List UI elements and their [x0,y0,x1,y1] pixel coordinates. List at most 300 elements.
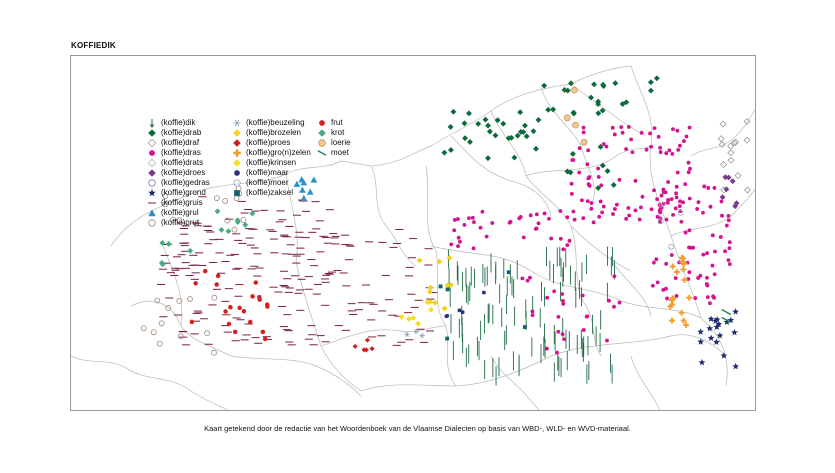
map-marker [586,199,590,203]
map-marker [571,87,577,93]
map-marker [701,253,705,257]
map-marker [678,204,682,208]
legend-label: (koffie)grul [161,208,199,217]
tick-down-icon [147,118,157,128]
map-marker [580,198,584,202]
legend-label: krot [331,128,345,137]
map-marker [565,243,569,247]
map-marker [570,192,574,196]
map-marker [493,132,499,138]
map-marker [558,209,562,213]
diamond-icon [147,128,157,138]
legend-label: (koffie)draf [161,138,200,147]
map-marker [597,175,601,179]
map-marker [582,126,586,130]
diamond-icon [232,128,242,138]
map-marker [428,307,434,313]
map-marker [721,162,727,168]
map-marker [611,212,615,216]
map-marker [404,332,410,337]
dot-icon [147,148,157,158]
diamond-icon [317,128,327,138]
map-marker [735,173,741,179]
region-border [691,106,756,156]
map-marker [613,207,617,211]
map-marker [674,276,678,280]
map-marker [711,233,715,237]
map-marker [697,200,701,204]
map-marker [730,178,736,184]
map-marker [555,351,559,355]
map-marker [453,218,457,222]
map-marker [399,314,405,320]
map-marker [656,280,660,284]
map-marker [651,284,655,288]
map-marker [250,294,254,298]
map-marker [688,126,692,130]
region-border [631,356,661,411]
map-marker [592,220,596,224]
map-marker [605,168,611,174]
map-marker [445,337,449,341]
region-border [671,186,756,236]
map-marker [448,124,454,130]
map-marker [670,264,676,270]
map-marker [439,284,443,288]
map-marker [187,296,192,301]
map-marker [141,326,146,331]
map-marker [702,184,706,188]
map-marker [211,350,216,355]
map-marker [618,178,622,182]
triangle-icon [147,208,157,218]
map-marker [535,227,539,231]
map-marker [406,316,412,322]
map-marker [722,310,731,315]
map-marker [311,176,318,182]
map-marker [674,191,678,195]
diamond-icon [147,168,157,178]
map-marker [487,129,493,135]
map-marker [607,299,611,303]
map-marker [588,95,594,101]
map-marker [299,186,306,192]
map-marker [661,288,665,292]
map-marker [500,121,506,127]
region-border [611,261,651,316]
map-marker [564,115,570,121]
map-marker [472,220,476,224]
map-marker [679,310,685,316]
map-marker [633,208,637,212]
map-marker [720,121,726,127]
map-marker [565,215,569,219]
map-marker [675,195,679,199]
map-marker [687,170,691,174]
legend-label: (koffie)moer [246,178,289,187]
map-marker [713,250,717,254]
dialect-map [71,56,756,411]
map-marker [467,216,471,220]
map-marker [535,212,539,216]
map-marker [611,182,617,188]
map-marker [215,208,221,214]
diamond-icon [232,158,242,168]
map-marker [413,329,419,334]
map-marker [744,137,750,143]
legend-label: (koffie)drab [161,128,202,137]
map-frame [70,55,756,411]
map-marker [591,81,597,87]
map-marker [586,148,590,152]
legend-label: (koffie)dik [161,118,196,127]
map-marker [157,341,162,346]
map-marker [670,152,674,156]
map-marker [681,200,685,204]
map-marker [461,310,465,314]
map-marker [654,257,658,261]
map-marker [511,155,517,161]
map-marker [612,274,616,278]
map-marker [187,248,193,254]
map-marker [676,171,680,175]
map-marker [613,133,617,137]
map-marker [190,320,194,324]
map-marker [728,246,732,250]
map-marker [543,212,547,216]
map-marker [615,203,619,207]
map-marker [711,264,715,268]
map-marker [448,147,454,153]
map-marker [428,285,434,291]
map-marker [657,135,661,139]
map-marker [602,142,606,146]
map-marker [627,214,631,218]
map-marker [232,227,237,232]
map-marker [559,237,563,241]
map-marker [611,126,615,130]
map-marker [556,315,560,319]
map-marker [225,228,231,234]
map-marker [203,269,207,273]
map-marker [689,246,693,250]
legend-label: (koffie)brozelen [246,128,301,137]
map-marker [214,196,219,201]
map-marker [705,276,709,280]
map-marker [655,197,659,201]
map-marker [590,201,594,205]
legend-label: (koffie)grond [161,188,206,197]
map-marker [666,198,670,202]
map-marker [456,244,460,248]
map-marker [720,214,724,218]
map-marker [670,253,674,257]
map-marker [685,135,689,139]
map-marker [664,190,668,194]
map-marker [697,328,704,335]
map-marker [159,321,164,326]
map-marker [654,75,660,81]
map-marker [552,289,556,293]
legend-label: frut [331,118,343,127]
map-marker [265,304,269,308]
legend-label: (koffie)gruis [161,198,203,207]
map-marker [713,186,717,190]
map-marker [442,306,448,312]
map-marker [444,314,448,318]
legend-label: (koffie)gro(n)zelen [246,148,311,157]
map-marker [523,325,527,329]
map-marker [545,347,549,351]
map-marker [529,213,533,217]
map-marker [446,287,450,291]
map-marker [483,117,489,123]
map-marker [261,330,265,334]
map-marker [577,171,581,175]
circle-open-icon [147,178,157,188]
map-marker [307,188,314,194]
map-marker [560,292,564,296]
map-marker [365,338,370,343]
map-marker [462,135,468,141]
map-marker [678,144,682,148]
map-marker [671,127,675,131]
province-border [701,318,727,386]
map-marker [485,155,491,161]
map-marker [652,261,656,265]
map-marker [688,167,692,171]
map-marker [578,146,582,150]
map-marker [708,315,715,322]
map-marker [531,128,537,134]
map-marker [193,281,197,285]
map-marker [728,262,732,266]
map-marker [650,207,654,211]
map-marker [705,251,709,255]
star-icon [147,188,157,198]
map-marker [732,308,739,315]
legend-label: (koffie)proes [246,138,291,147]
map-marker [624,147,628,151]
map-marker [522,123,528,129]
map-marker [639,205,643,209]
map-marker [665,297,669,301]
province-border [426,166,456,386]
map-marker [151,330,156,335]
region-border [541,88,594,206]
map-marker [687,228,691,232]
legend-label: (koffie)beuzeling [246,118,305,127]
map-marker [624,217,628,221]
map-marker [711,294,715,298]
map-marker [688,197,692,201]
map-marker [524,133,530,139]
map-marker [458,240,462,244]
map-marker [263,337,267,341]
map-marker [467,139,473,145]
map-marker [671,213,675,217]
map-marker [178,334,183,339]
map-marker [723,249,727,253]
map-marker [718,136,724,142]
map-marker [658,146,662,150]
map-marker [634,179,638,183]
map-marker [683,182,687,186]
map-marker [728,150,734,156]
map-marker [708,335,715,342]
map-marker [214,282,218,286]
map-marker [695,207,699,211]
map-marker [353,344,358,349]
map-marker [600,163,606,169]
map-marker [649,145,653,149]
map-marker [528,276,532,280]
map-marker [545,296,549,300]
map-marker [679,220,683,224]
map-marker [684,231,688,235]
map-marker [719,235,723,239]
map-marker [675,185,679,189]
map-marker [520,276,524,280]
map-marker [581,139,587,145]
map-marker [599,183,603,187]
map-marker [517,109,523,115]
map-marker [664,262,668,266]
map-marker [541,83,547,89]
map-caption: Kaart getekend door de redactie van het Woordenboek van de Vlaamse Dialecten op basis van WBD-, WLD- en WVD-materiaal. [204,424,631,433]
map-marker [466,110,472,116]
map-marker [522,235,526,239]
map-marker [731,329,738,336]
legend-label: (koffie)droes [161,168,206,177]
map-marker [450,109,456,115]
region-border [71,356,231,411]
map-marker [490,221,494,225]
map-marker [457,236,461,240]
map-marker [687,270,691,274]
map-marker [419,333,425,338]
map-marker [212,295,217,300]
dash-icon [147,198,157,208]
map-marker [698,274,702,278]
map-marker [720,200,724,204]
map-marker [680,267,686,273]
map-marker [257,295,261,299]
map-marker [547,217,551,221]
map-marker [531,313,535,317]
map-marker [415,321,421,327]
diamond-icon [232,138,242,148]
map-marker [166,241,172,247]
circle-fill-icon [317,138,327,148]
asterisk-icon [232,118,242,128]
legend-label: (koffie)prut [161,218,200,227]
map-marker [556,330,560,334]
square-icon [232,188,242,198]
map-marker [571,158,575,162]
map-marker [713,272,717,276]
legend-label: (koffie)dras [161,148,201,157]
map-marker [669,244,674,249]
map-marker [582,328,586,332]
map-marker [449,242,453,246]
map-marker [675,129,679,133]
map-marker [709,205,713,209]
map-marker [508,221,512,225]
map-marker [648,79,654,85]
legend-label: (koffie)zaksel [246,188,293,197]
map-marker [706,186,710,190]
map-marker [618,301,622,305]
map-marker [370,346,375,351]
map-marker [664,151,668,155]
map-marker [621,131,625,135]
map-marker [728,240,732,244]
map-marker [745,187,751,193]
map-marker [660,194,664,198]
map-title: KOFFIEDIK [71,41,116,50]
map-marker [641,195,645,199]
map-marker [585,314,589,318]
map-marker [732,363,739,370]
slash-icon [317,148,327,158]
map-marker [699,359,706,366]
map-marker [581,294,585,298]
dot-icon [232,168,242,178]
map-marker [665,218,669,222]
map-marker [597,215,601,219]
map-marker [648,132,652,136]
map-marker [495,117,501,123]
map-marker [447,255,453,261]
region-border [371,166,416,266]
map-marker [693,296,697,300]
map-marker [248,320,252,324]
map-marker [533,146,539,152]
map-marker [701,211,705,215]
map-marker [562,337,566,341]
map-marker [561,332,565,336]
circle-open-icon [232,178,242,188]
map-marker [205,331,210,336]
map-marker [706,295,710,299]
map-marker [237,306,241,310]
map-marker [462,120,468,126]
diamond-open-icon [147,138,157,148]
map-marker [545,107,551,113]
legend-label: loerie [331,138,351,147]
map-marker [582,130,586,134]
legend-label: (koffie)krinsen [246,158,297,167]
map-marker [561,299,565,303]
map-marker [645,148,649,152]
legend-label: moet [331,148,349,157]
map-marker [670,197,674,201]
map-marker [675,294,679,298]
circle-open-icon [147,218,157,228]
map-marker [648,88,654,94]
map-marker [585,162,589,166]
map-marker [669,318,675,324]
map-marker [432,300,438,306]
map-marker [233,330,237,334]
map-marker [441,150,447,156]
map-marker [653,126,657,130]
map-marker [596,167,600,171]
map-marker [586,176,590,180]
map-marker [674,206,678,210]
map-marker [254,280,258,284]
